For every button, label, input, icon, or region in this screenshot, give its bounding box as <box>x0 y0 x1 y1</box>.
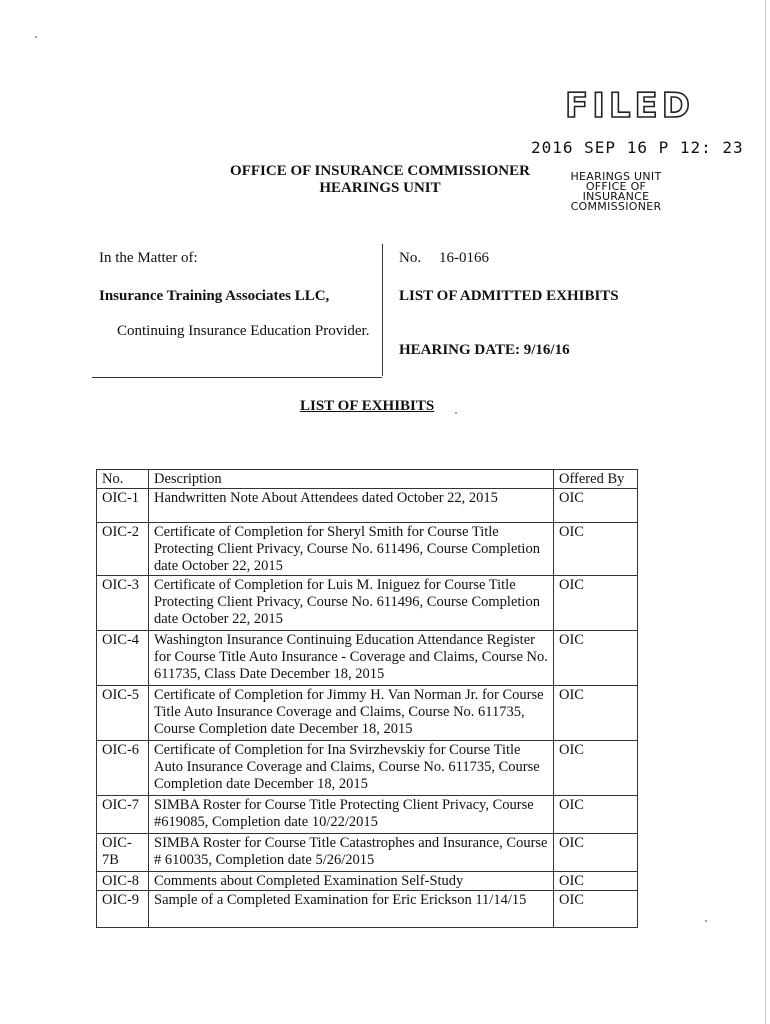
table-row <box>97 741 638 796</box>
exhibit-no: OIC-1 <box>97 489 149 523</box>
exhibit-description: Certificate of Completion for Ina Svirzhevskiy for Course Title Auto Insurance Coverage and Claims, Course No. 611735, Course Completion date December 18, 2015 <box>149 741 554 796</box>
exhibit-description: Certificate of Completion for Luis M. Iniguez for Course Title Protecting Client Privacy, Course No. 611496, Course Completion date October 22, 2015 <box>149 576 554 631</box>
table-row <box>97 631 638 686</box>
case-number: 16-0166 <box>439 250 489 266</box>
exhibit-offered-by: OIC <box>554 489 638 523</box>
filed-stamp: FILED <box>565 86 694 126</box>
section-title: LIST OF EXHIBITS <box>300 398 435 414</box>
scan-speck <box>35 36 37 38</box>
header-no: No. <box>97 470 149 489</box>
exhibit-description: SIMBA Roster for Course Title Catastrophes and Insurance, Course # 610035, Completion date 5/26/2015 <box>149 834 554 872</box>
table-row <box>97 834 638 872</box>
in-the-matter: In the Matter of: <box>99 250 198 266</box>
exhibit-offered-by: OIC <box>554 631 638 686</box>
caption-underline <box>92 377 382 378</box>
filed-datetime: 2016 SEP 16 P 12: 23 <box>531 138 744 157</box>
stamp-unit-line: INSURANCE COMMISSIONER <box>570 190 662 213</box>
exhibit-offered-by: OIC <box>554 834 638 872</box>
table-row <box>97 523 638 576</box>
party-role: Continuing Insurance Education Provider. <box>117 323 370 339</box>
table-row <box>97 796 638 834</box>
exhibit-no: OIC-8 <box>97 872 149 891</box>
exhibit-description: Certificate of Completion for Sheryl Smith for Course Title Protecting Client Privacy, Course No. 611496, Course Completion date October 22, 2015 <box>149 523 554 576</box>
exhibit-description: Sample of a Completed Examination for Eric Erickson 11/14/15 <box>149 891 554 928</box>
table-row <box>97 891 638 928</box>
exhibit-offered-by: OIC <box>554 891 638 928</box>
header-description: Description <box>149 470 554 489</box>
party-name: Insurance Training Associates LLC, <box>99 288 330 304</box>
exhibit-offered-by: OIC <box>554 796 638 834</box>
exhibit-description: Handwritten Note About Attendees dated October 22, 2015 <box>149 489 554 523</box>
office-line-1: OFFICE OF INSURANCE COMMISSIONER <box>230 163 530 179</box>
exhibit-no: OIC-2 <box>97 523 149 576</box>
exhibit-no: OIC-6 <box>97 741 149 796</box>
stamp-unit-line: OFFICE OF <box>585 180 647 193</box>
exhibit-offered-by: OIC <box>554 686 638 741</box>
caption-divider <box>382 244 383 376</box>
office-line-2: HEARINGS UNIT <box>319 180 441 196</box>
exhibit-no: OIC-9 <box>97 891 149 928</box>
table-row <box>97 576 638 631</box>
scan-speck <box>455 412 457 414</box>
exhibit-offered-by: OIC <box>554 576 638 631</box>
table-row <box>97 686 638 741</box>
case-number-label: No. <box>399 250 422 266</box>
exhibit-no: OIC-7B <box>97 834 149 872</box>
exhibit-description: Certificate of Completion for Jimmy H. Van Norman Jr. for Course Title Auto Insurance Coverage and Claims, Course No. 611735, Course Completion date December 18, 2015 <box>149 686 554 741</box>
exhibit-no: OIC-4 <box>97 631 149 686</box>
table-row <box>97 872 638 891</box>
header-offered-by: Offered By <box>554 470 638 489</box>
exhibit-offered-by: OIC <box>554 523 638 576</box>
table-header-row <box>97 470 638 489</box>
exhibit-no: OIC-3 <box>97 576 149 631</box>
scan-edge <box>765 0 766 1024</box>
exhibit-offered-by: OIC <box>554 741 638 796</box>
table-row <box>97 489 638 523</box>
exhibit-no: OIC-7 <box>97 796 149 834</box>
stamp-unit-line: HEARINGS UNIT <box>570 170 662 183</box>
scan-speck <box>705 920 707 922</box>
exhibit-description: Comments about Completed Examination Self-Study <box>149 872 554 891</box>
exhibit-offered-by: OIC <box>554 872 638 891</box>
exhibit-description: SIMBA Roster for Course Title Protecting Client Privacy, Course #619085, Completion date 10/22/2015 <box>149 796 554 834</box>
document-title: LIST OF ADMITTED EXHIBITS <box>399 288 619 304</box>
hearing-date: HEARING DATE: 9/16/16 <box>399 342 570 358</box>
exhibit-no: OIC-5 <box>97 686 149 741</box>
office-heading <box>210 163 550 197</box>
exhibit-description: Washington Insurance Continuing Education Attendance Register for Course Title Auto Insurance - Coverage and Claims, Course No. 611735, Class Date December 18, 2015 <box>149 631 554 686</box>
exhibits-table <box>96 469 638 928</box>
stamp-unit-block <box>546 172 686 212</box>
